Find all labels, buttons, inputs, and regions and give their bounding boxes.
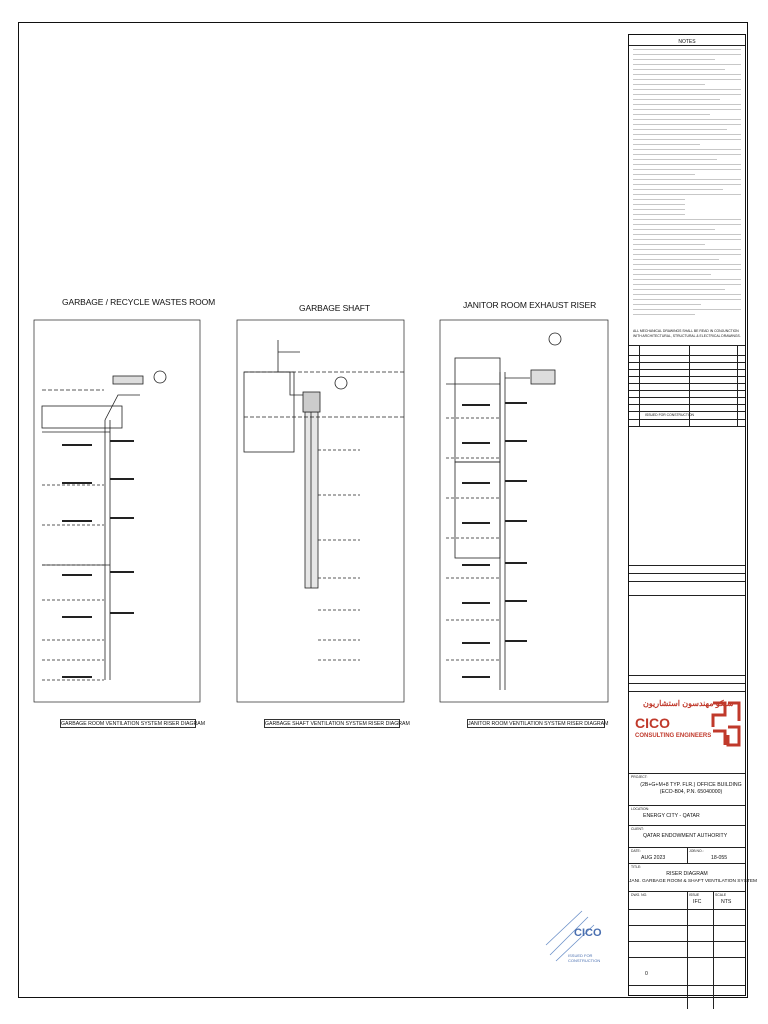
drawing-no-label: DWG. NO. [631, 893, 648, 897]
notes-heading: NOTES [678, 39, 696, 45]
garbage-shaft-title: GARBAGE SHAFT [299, 303, 370, 313]
date-label: DATE: [631, 849, 641, 853]
issue-value: IFC [693, 899, 702, 905]
company-name: CONSULTING ENGINEERS [635, 733, 712, 739]
project-value: (2B+G+M+8 TYP. FLR.) OFFICE BUILDING (ECO-B04, P.N. 65040000) [640, 782, 742, 795]
location-value: ENERGY CITY - QATAR [643, 813, 700, 819]
garbage-room-branches [62, 440, 134, 678]
company-logo-text: CICO [635, 715, 670, 731]
janitor-riser-branches [462, 402, 527, 678]
janitor-riser-frame [440, 320, 608, 702]
company-logo-block [631, 695, 745, 775]
job-label: JOB NO.: [689, 849, 704, 853]
ifc-stamp [542, 905, 622, 965]
scale-label: SCALE [715, 893, 727, 897]
janitor-riser-caption: JANITOR ROOM VENTILATION SYSTEM RISER DIAGRAM [468, 721, 609, 727]
garbage-room-title: GARBAGE / RECYCLE WASTES ROOM [62, 297, 216, 307]
janitor-riser-title: JANITOR ROOM EXHAUST RISER [463, 300, 597, 310]
title-block [628, 34, 758, 996]
title-line-1: RISER DIAGRAM [666, 871, 708, 877]
coordination-note: ALL MECHANICAL DRAWINGS SHALL BE READ IN CONJUNCTION WITH ARCHITECTURAL, STRUCTURAL & ELECTRICAL DRAWINGS. [633, 329, 741, 338]
job-value: 18-055 [711, 855, 728, 861]
cico-mark-icon [711, 701, 741, 747]
title-line-2: JANI. GARBAGE ROOM & SHAFT VENTILATION SYSTEM [629, 879, 758, 884]
client-label: CLIENT: [631, 827, 644, 831]
janitor-riser-schematic [446, 333, 561, 690]
garbage-room-schematic [42, 371, 166, 680]
scale-value: NTS [721, 899, 732, 905]
location-label: LOCATION: [631, 807, 650, 811]
garbage-room-caption: GARBAGE ROOM VENTILATION SYSTEM RISER DIAGRAM [61, 721, 206, 727]
project-label: PROJECT: [631, 775, 648, 779]
garbage-shaft-caption: GARBAGE SHAFT VENTILATION SYSTEM RISER DIAGRAM [265, 721, 410, 727]
revision-value: 0 [645, 971, 648, 977]
client-value: QATAR ENDOWMENT AUTHORITY [643, 833, 728, 839]
date-value: AUG 2023 [641, 855, 666, 861]
revision-status: ISSUED FOR CONSTRUCTION [645, 413, 694, 417]
title-label: TITLE: [631, 865, 642, 869]
issue-label: ISSUE [689, 893, 700, 897]
stamp-logo: CICO [574, 927, 602, 939]
stamp-text: ISSUED FOR CONSTRUCTION [568, 953, 601, 963]
company-arabic-name: سيكو مهندسون استشاريون [643, 699, 734, 708]
garbage-shaft-frame [237, 320, 404, 702]
garbage-shaft-schematic [244, 340, 404, 660]
